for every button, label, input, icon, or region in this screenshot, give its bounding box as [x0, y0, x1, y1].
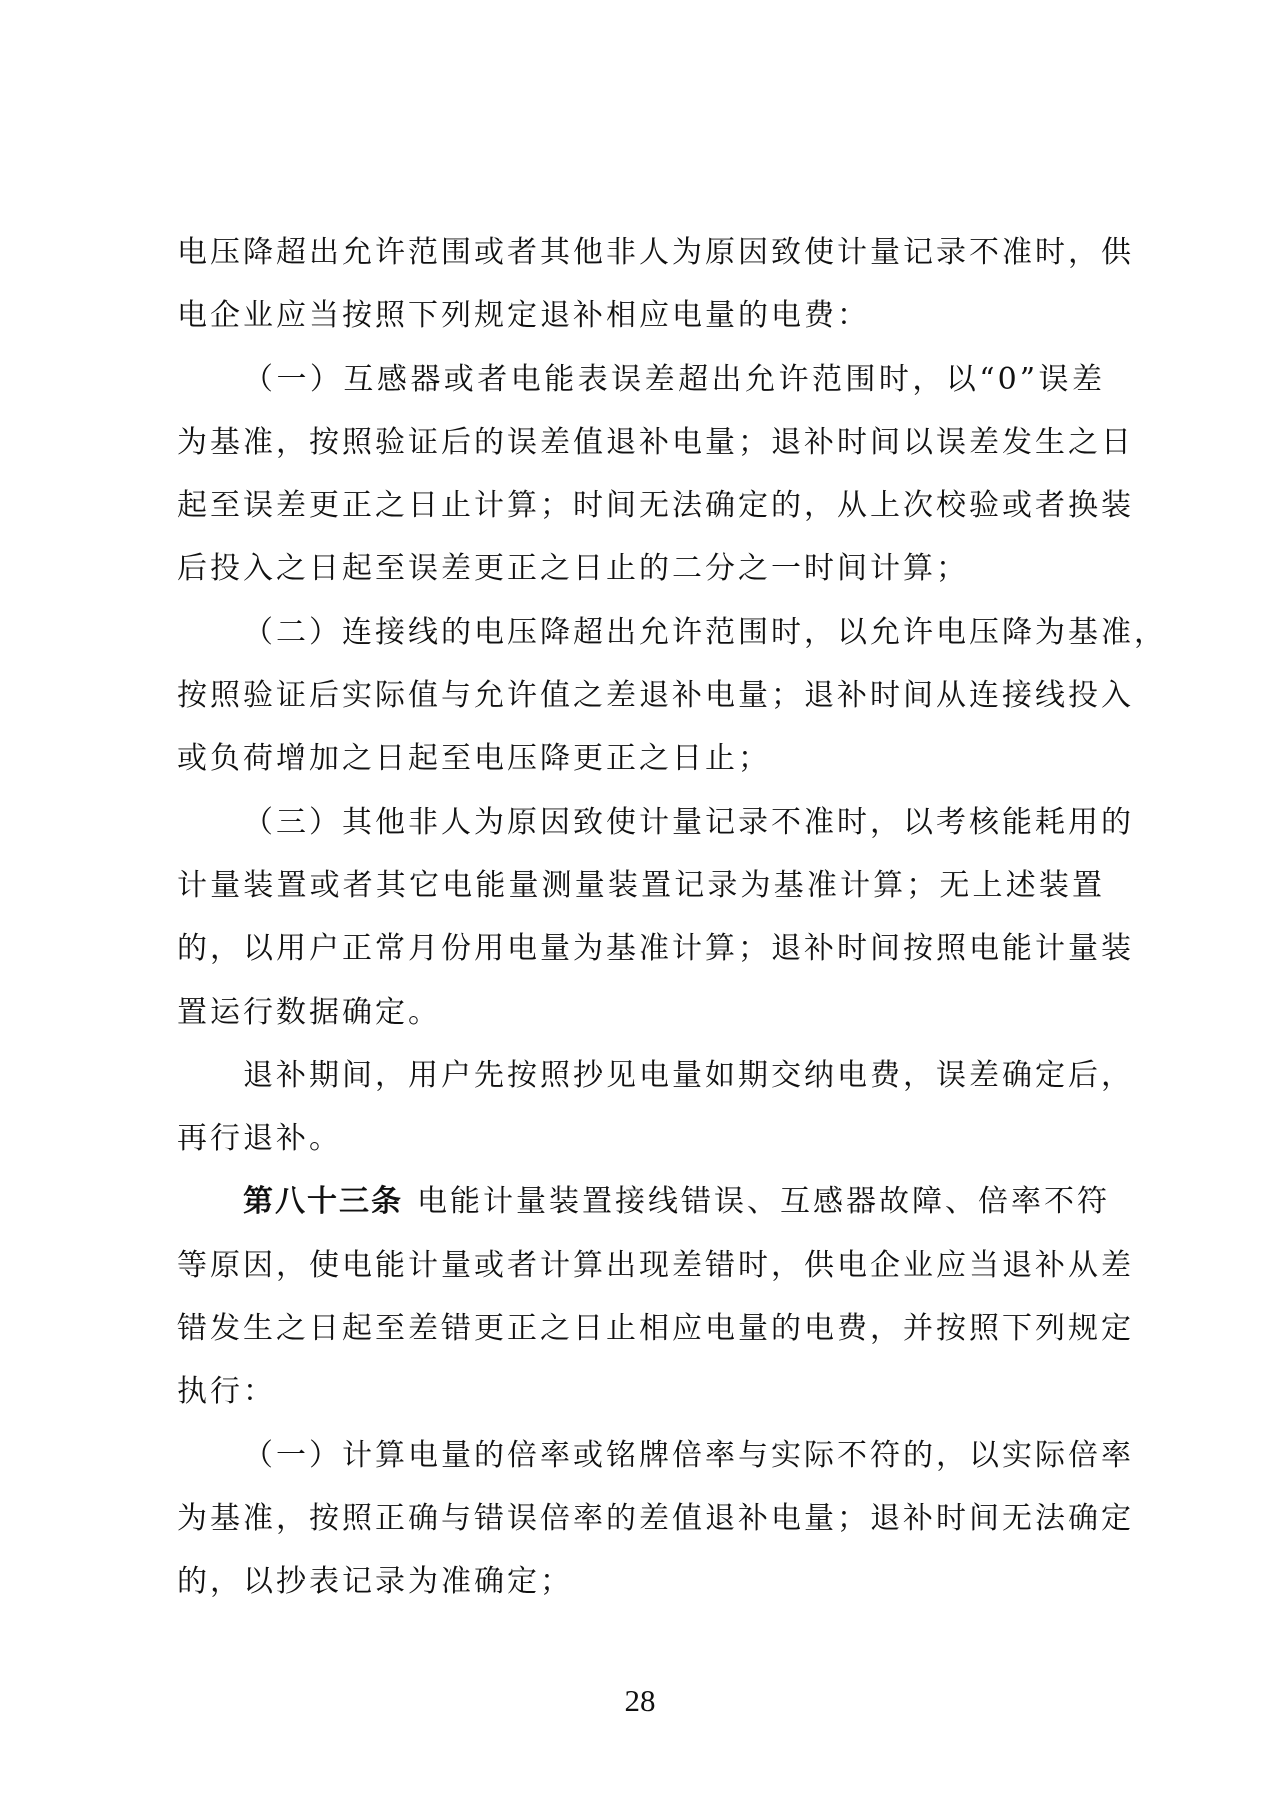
text-line: 为基准，按照验证后的误差值退补电量；退补时间以误差发生之日: [177, 424, 1134, 460]
text-line: 再行退补。: [177, 1121, 342, 1157]
text-line: 退补期间，用户先按照抄见电量如期交纳电费，误差确定后，: [243, 1057, 1134, 1093]
text-line: （一）计算电量的倍率或铭牌倍率与实际不符的，以实际倍率: [243, 1437, 1134, 1473]
text-line: 计量装置或者其它电能量测量装置记录为基准计算；无上述装置: [177, 867, 1105, 903]
text-line: （一）互感器或者电能表误差超出允许范围时，以“0”误差: [243, 361, 1105, 397]
text-line: 电压降超出允许范围或者其他非人为原因致使计量记录不准时，供: [177, 235, 1134, 270]
page-number: 28: [624, 1683, 656, 1718]
text-line: 为基准，按照正确与错误倍率的差值退补电量；退补时间无法确定: [177, 1500, 1134, 1536]
text-line: 后投入之日起至误差更正之日止的二分之一时间计算；: [177, 551, 969, 587]
article-number: 第八十三条: [243, 1184, 403, 1220]
text-line: 或负荷增加之日起至电压降更正之日止；: [177, 741, 771, 777]
text-line: 的，以抄表记录为准确定；: [177, 1564, 573, 1600]
text-line: （三）其他非人为原因致使计量记录不准时，以考核能耗用的: [243, 804, 1134, 840]
text-line: 执行：: [177, 1374, 276, 1410]
text-line: 电企业应当按照下列规定退补相应电量的电费：: [177, 298, 870, 334]
body-text: [177, 221, 1167, 1614]
text-line: （二）连接线的电压降超出允许范围时，以允许电压降为基准，: [243, 614, 1167, 650]
text-line: 的，以用户正常月份用电量为基准计算；退补时间按照电能计量装: [177, 931, 1134, 967]
text-line: 等原因，使电能计量或者计算出现差错时，供电企业应当退补从差: [177, 1247, 1134, 1283]
text-line: 错发生之日起至差错更正之日止相应电量的电费，并按照下列规定: [177, 1311, 1134, 1347]
text-line: 起至误差更正之日止计算；时间无法确定的，从上次校验或者换装: [177, 488, 1134, 524]
text-line: 置运行数据确定。: [177, 994, 441, 1030]
article-heading-line: 第八十三条 电能计量装置接线错误、互感器故障、倍率不符: [243, 1184, 1110, 1220]
text-line: 按照验证后实际值与允许值之差退补电量；退补时间从连接线投入: [177, 678, 1134, 714]
